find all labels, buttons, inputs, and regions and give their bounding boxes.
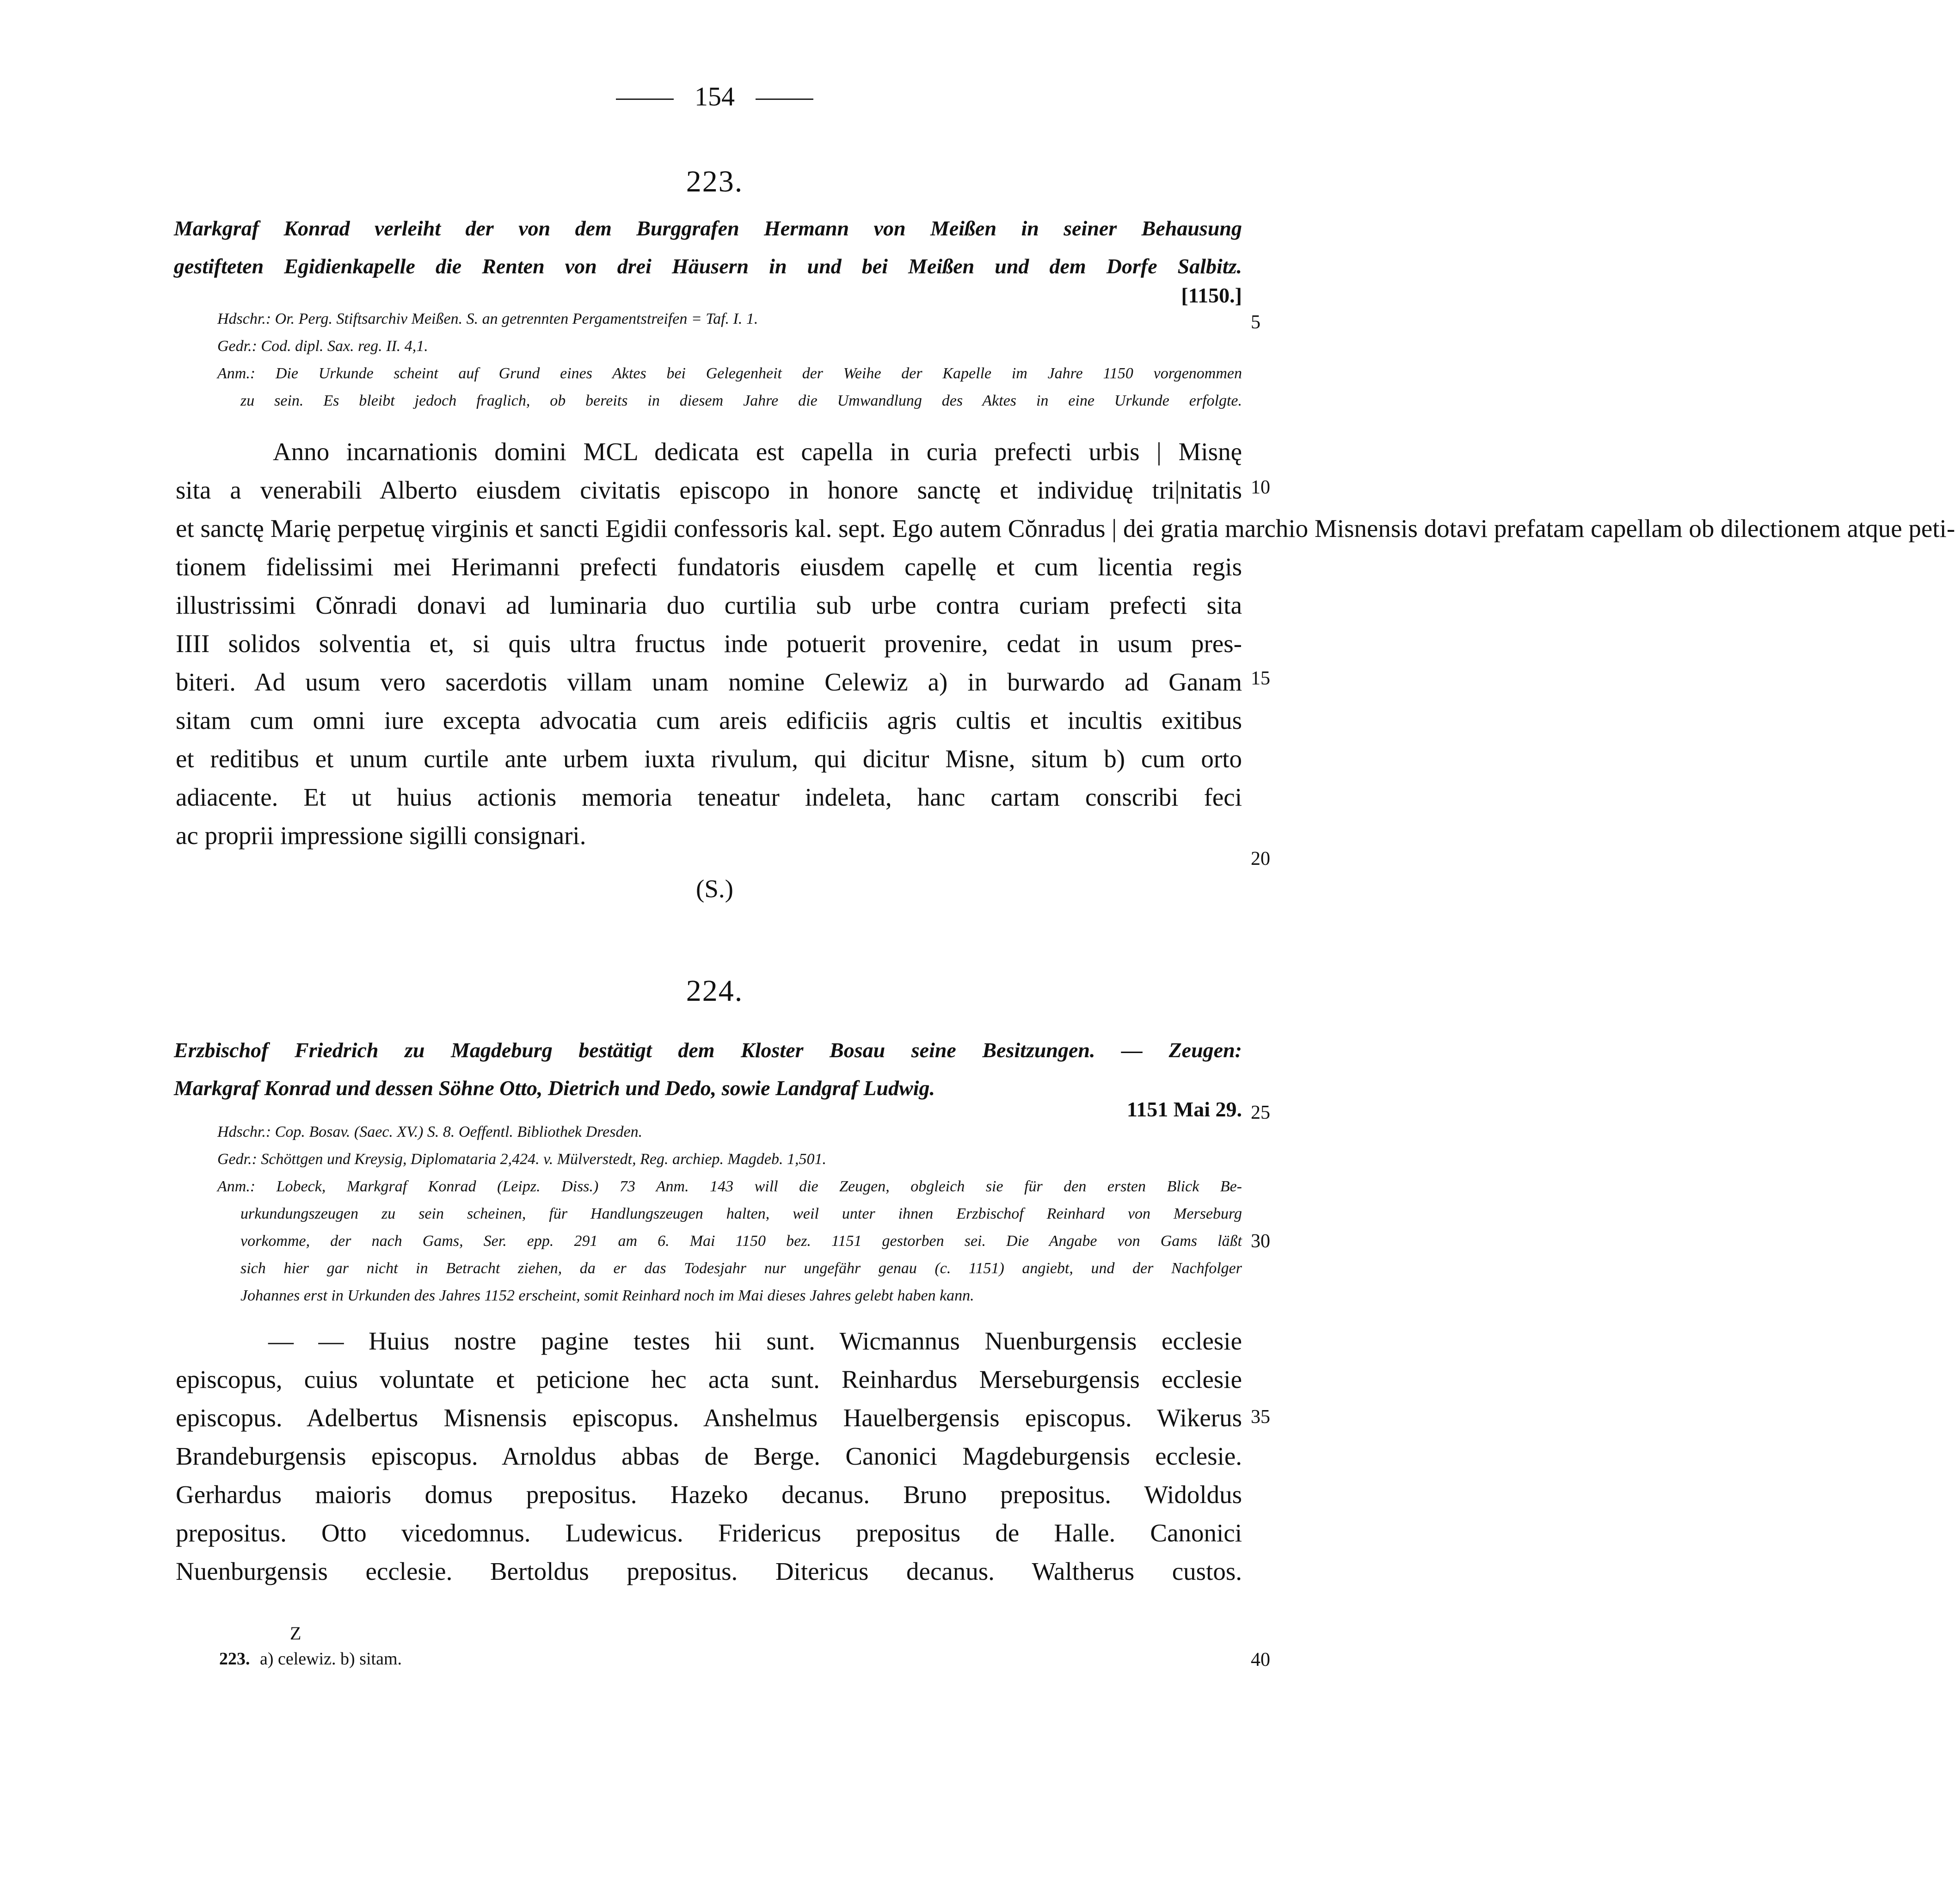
text-line: prepositus. Otto vicedomnus. Ludewicus. Fridericus prepositus de Halle. Canonici bbox=[176, 1519, 1242, 1547]
note-line: Gedr.: Cod. dipl. Sax. reg. II. 4,1. bbox=[217, 338, 428, 355]
margin-line-number: 10 bbox=[1251, 477, 1270, 498]
footnotes bbox=[219, 1649, 402, 1669]
text-line: episcopus, cuius voluntate et peticione hec acta sunt. Reinhardus Merseburgensis ecclesie bbox=[176, 1365, 1242, 1393]
margin-line-number: 30 bbox=[1251, 1231, 1270, 1252]
regest-223 bbox=[174, 210, 1242, 285]
page-number-text: 154 bbox=[695, 81, 735, 111]
charter-text-224 bbox=[176, 1322, 1242, 1590]
document-number-223: 223. bbox=[686, 165, 744, 198]
margin-line-number: 35 bbox=[1251, 1406, 1270, 1428]
margin-line-number: 40 bbox=[1251, 1649, 1270, 1670]
text-line: Nuenburgensis ecclesie. Bertoldus prepositus. Ditericus decanus. Waltherus custos. bbox=[176, 1557, 1242, 1585]
note-line: Anm.: Die Urkunde scheint auf Grund eines Aktes bei Gelegenheit der Weihe der Kapelle im Jahre 1150 vorgenommen bbox=[217, 365, 1242, 382]
note-line: Hdschr.: Or. Perg. Stiftsarchiv Meißen. S. an getrennten Pergamentstreifen = Taf. I. 1. bbox=[217, 310, 758, 327]
text-line: Gerhardus maioris domus prepositus. Hazeko decanus. Bruno prepositus. Widoldus bbox=[176, 1480, 1242, 1509]
text-line: et sanctę Marię perpetuę virginis et sancti Egidii confessoris kal. sept. Ego autem Cŏnradus | dei gratia marchio Misnensis dotavi prefatam capellam ob dilectionem atque peti- bbox=[176, 514, 1955, 542]
header-rule-left bbox=[616, 99, 674, 100]
note-line: zu sein. Es bleibt jedoch fraglich, ob bereits in diesem Jahre die Umwandlung des Aktes in eine Urkunde erfolgte. bbox=[240, 392, 1242, 409]
note-line: Hdschr.: Cop. Bosav. (Saec. XV.) S. 8. Oeffentl. Bibliothek Dresden. bbox=[217, 1123, 643, 1140]
text-line: — — Huius nostre pagine testes hii sunt. Wicmannus Nuenburgensis ecclesie bbox=[268, 1327, 1242, 1355]
margin-line-number: 25 bbox=[1251, 1102, 1270, 1123]
text-line: adiacente. Et ut huius actionis memoria teneatur indeleta, hanc cartam conscribi feci bbox=[176, 783, 1242, 811]
regest-line: Erzbischof Friedrich zu Magdeburg bestätigt dem Kloster Bosau seine Besitzungen. — Zeugen: bbox=[174, 1038, 1242, 1062]
text-line: Anno incarnationis domini MCL dedicata est capella in curia prefecti urbis | Misnę bbox=[273, 437, 1242, 466]
footnote-ref: 223. bbox=[219, 1649, 250, 1669]
note-line: Anm.: Lobeck, Markgraf Konrad (Leipz. Diss.) 73 Anm. 143 will die Zeugen, obgleich sie für den ersten Blick Be- bbox=[217, 1178, 1242, 1195]
regest-line: Markgraf Konrad und dessen Söhne Otto, Dietrich und Dedo, sowie Landgraf Ludwig. bbox=[174, 1076, 935, 1100]
text-line: biteri. Ad usum vero sacerdotis villam unam nomine Celewiz a) in burwardo ad Ganam bbox=[176, 668, 1242, 696]
notes-224 bbox=[217, 1118, 1242, 1309]
note-line: vorkomme, der nach Gams, Ser. epp. 291 am 6. Mai 1150 bez. 1151 gestorben sei. Die Angabe von Gams läßt bbox=[240, 1232, 1242, 1250]
note-line: sich hier gar nicht in Betracht ziehen, da er das Todesjahr nur ungefähr genau (c. 1151) angiebt, und der Nachfolger bbox=[240, 1260, 1242, 1277]
margin-line-number: 15 bbox=[1251, 668, 1270, 689]
date-224: 1151 Mai 29. bbox=[1126, 1097, 1242, 1121]
text-line: ac proprii impressione sigilli consignari. bbox=[176, 821, 586, 850]
document-number-224: 224. bbox=[686, 974, 744, 1008]
text-line: sitam cum omni iure excepta advocatia cum areis edificiis agris cultis et incultis exitibus bbox=[176, 706, 1242, 734]
date-223: [1150.] bbox=[1181, 283, 1242, 307]
footnote-text: a) celewiz. b) sitam. bbox=[260, 1649, 402, 1669]
note-line: Johannes erst in Urkunden des Jahres 1152 erscheint, somit Reinhard noch im Mai dieses Jahres gelebt haben kann. bbox=[240, 1287, 974, 1304]
note-line: Gedr.: Schöttgen und Kreysig, Diplomataria 2,424. v. Mülverstedt, Reg. archiep. Magdeb. 1,501. bbox=[217, 1151, 826, 1168]
page-number bbox=[0, 81, 1429, 112]
note-line: urkundungszeugen zu sein scheinen, für Handlungszeugen halten, weil unter ihnen Erzbischof Reinhard von Merseburg bbox=[240, 1205, 1242, 1222]
text-line: episcopus. Adelbertus Misnensis episcopus. Anshelmus Hauelbergensis episcopus. Wikerus bbox=[176, 1404, 1242, 1432]
header-rule-right bbox=[756, 99, 813, 100]
notes-223 bbox=[217, 305, 1242, 414]
seal-mark: (S.) bbox=[696, 875, 733, 903]
text-line: Brandeburgensis episcopus. Arnoldus abbas de Berge. Canonici Magdeburgensis ecclesie. bbox=[176, 1442, 1242, 1470]
text-line: IIII solidos solventia et, si quis ultra fructus inde potuerit provenire, cedat in usum pres- bbox=[176, 629, 1242, 658]
text-line: illustrissimi Cŏnradi donavi ad luminaria duo curtilia sub urbe contra curiam prefecti sita bbox=[176, 591, 1242, 619]
text-line: et reditibus et unum curtile ante urbem iuxta rivulum, qui dicitur Misne, situm b) cum orto bbox=[176, 745, 1242, 773]
text-line: tionem fidelissimi mei Herimanni prefecti fundatoris eiusdem capellę et cum licentia regis bbox=[176, 553, 1242, 581]
stray-mark: Z bbox=[290, 1623, 301, 1644]
text-line: sita a venerabili Alberto eiusdem civitatis episcopo in honore sanctę et individuę tri|nitatis bbox=[176, 476, 1242, 504]
regest-line: Markgraf Konrad verleiht der von dem Burggrafen Hermann von Meißen in seiner Behausung bbox=[174, 216, 1242, 240]
margin-line-number: 5 bbox=[1251, 312, 1260, 333]
regest-line: gestifteten Egidienkapelle die Renten von drei Häusern in und bei Meißen und dem Dorfe Salbitz. bbox=[174, 254, 1242, 278]
margin-line-number: 20 bbox=[1251, 848, 1270, 869]
regest-224 bbox=[174, 1031, 1242, 1107]
